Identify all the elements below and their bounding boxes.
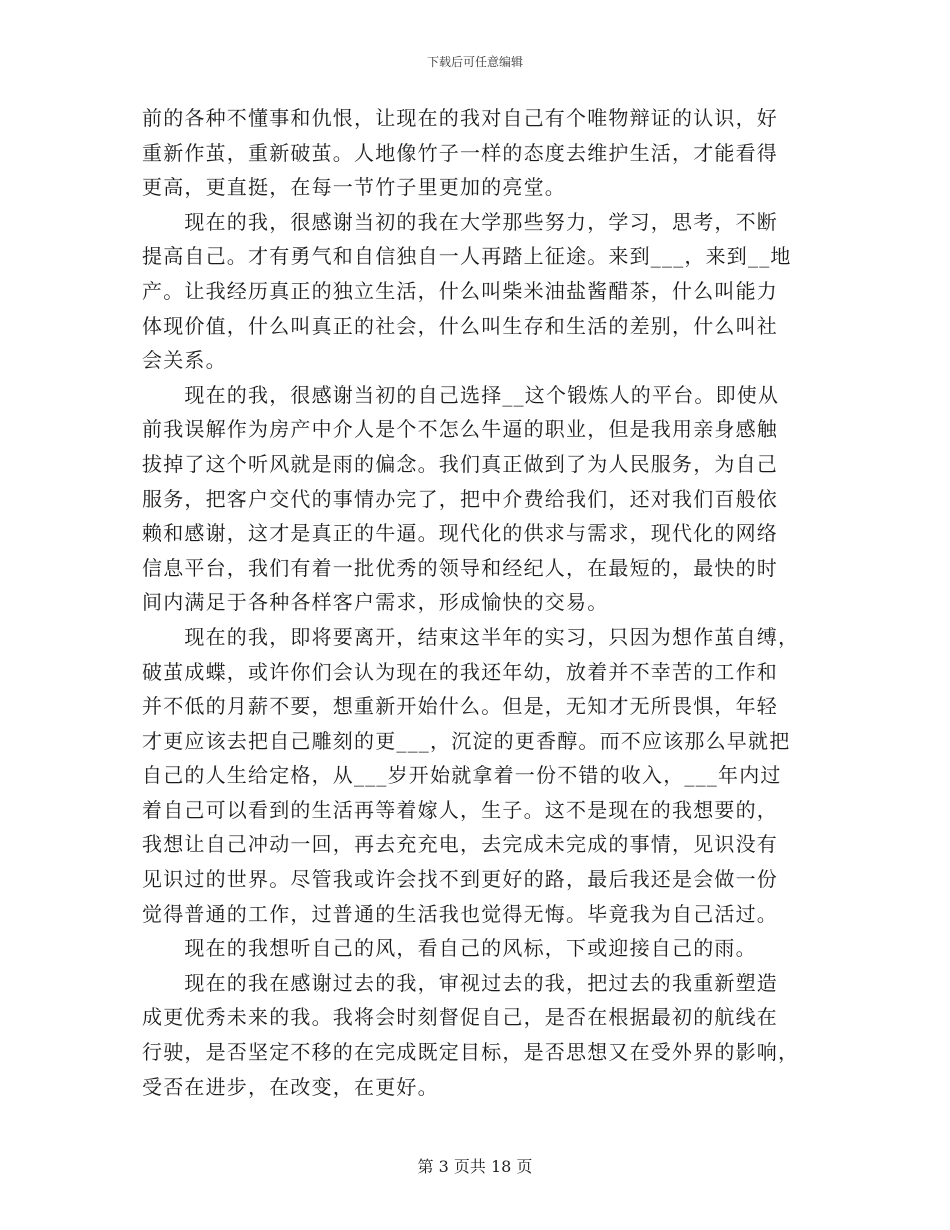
page-header: 下载后可任意编辑 — [426, 55, 523, 69]
text-line: 前的各种不懂事和仇恨，让现在的我对自己有个唯物辩证的认识，好 — [142, 106, 778, 130]
text-line: 现在的我，即将要离开，结束这半年的实习，只因为想作茧自缚， — [142, 624, 800, 649]
text-line: 见识过的世界。尽管我或许会找不到更好的路，最后我还是会做一份 — [142, 867, 778, 892]
text-line: 前我误解作为房产中介人是个不怎么牛逼的职业，但是我用亲身感触 — [142, 417, 778, 442]
page-footer: 第 3 页共 18 页 — [417, 1157, 533, 1176]
text-line: 受否在进步，在改变，在更好。 — [142, 1074, 439, 1099]
text-line: 现在的我，很感谢当初的自己选择__这个锻炼人的平台。即使从 — [142, 382, 780, 407]
text-line: 行驶，是否坚定不移的在完成既定目标，是否思想又在受外界的影响， — [142, 1040, 800, 1065]
text-line: 现在的我，很感谢当初的我在大学那些努力，学习，思考，不断 — [142, 209, 778, 234]
text-line: 产。让我经历真正的独立生活，什么叫柴米油盐酱醋茶，什么叫能力 — [142, 278, 778, 303]
text-line: 觉得普通的工作，过普通的生活我也觉得无悔。毕竟我为自己活过。 — [142, 901, 778, 926]
text-line: 信息平台，我们有着一批优秀的领导和经纪人，在最短的，最快的时 — [142, 555, 778, 580]
text-line: 间内满足于各种各样客户需求，形成愉快的交易。 — [142, 590, 609, 615]
text-line: 拔掉了这个听风就是雨的偏念。我们真正做到了为人民服务，为自己 — [142, 451, 778, 476]
text-line: 体现价值，什么叫真正的社会，什么叫生存和生活的差别，什么叫社 — [142, 313, 778, 338]
text-line: 并不低的月薪不要，想重新开始什么。但是，无知才无所畏惧，年轻 — [142, 694, 778, 719]
text-line: 才更应该去把自己雕刻的更___，沉淀的更香醇。而不应该那么早就把 — [142, 728, 791, 753]
text-line: 着自己可以看到的生活再等着嫁人，生子。这不是现在的我想要的， — [142, 797, 778, 822]
text-line: 自己的人生给定格，从___岁开始就拿着一份不错的收入，___年内过 — [142, 763, 782, 788]
text-line: 提高自己。才有勇气和自信独自一人再踏上征途。来到___，来到__地 — [142, 244, 792, 269]
text-line: 服务，把客户交代的事情办完了，把中介费给我们，还对我们百般依 — [142, 486, 778, 511]
text-line: 现在的我想听自己的风，看自己的风标，下或迎接自己的雨。 — [142, 936, 757, 961]
text-line: 破茧成蝶，或许你们会认为现在的我还年幼，放着并不幸苦的工作和 — [142, 659, 778, 684]
text-line: 会关系。 — [142, 348, 227, 373]
text-line: 赖和感谢，这才是真正的牛逼。现代化的供求与需求，现代化的网络 — [142, 521, 778, 546]
text-line: 重新作茧，重新破茧。人地像竹子一样的态度去维护生活，才能看得 — [142, 140, 778, 165]
text-line: 成更优秀未来的我。我将会时刻督促自己，是否在根据最初的航线在 — [142, 1005, 778, 1030]
text-line: 更高，更直挺，在每一节竹子里更加的亮堂。 — [142, 175, 566, 200]
body-text — [142, 101, 808, 1104]
text-line: 我想让自己冲动一回，再去充充电，去完成未完成的事情，见识没有 — [142, 832, 778, 857]
text-line: 现在的我在感谢过去的我，审视过去的我，把过去的我重新塑造 — [142, 970, 778, 995]
